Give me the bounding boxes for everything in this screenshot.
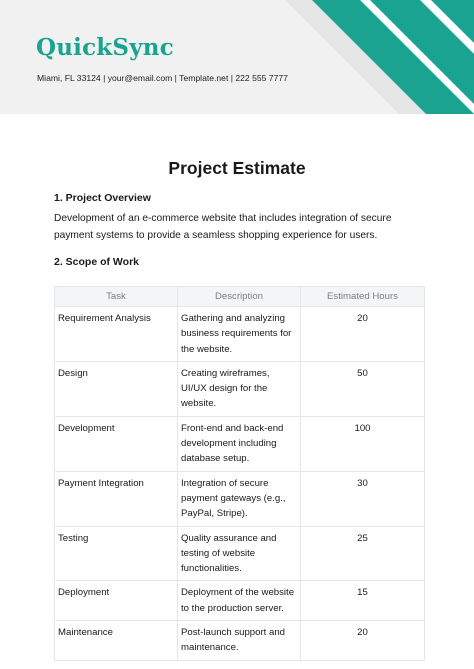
description-cell: Integration of secure payment gateways (e.g., PayPal, Stripe). <box>178 471 301 526</box>
table-row <box>55 621 425 661</box>
table-row <box>55 307 425 362</box>
table-row <box>55 581 425 621</box>
contact-line: Miami, FL 33124 | your@email.com | Template.net | 222 555 7777 <box>37 73 288 83</box>
document-title: Project Estimate <box>168 158 306 178</box>
description-cell: Quality assurance and testing of website functionalities. <box>178 526 301 581</box>
description-cell: Gathering and analyzing business requirements for the website. <box>178 307 301 362</box>
table-row <box>55 416 425 471</box>
description-cell: Front-end and back-end development including database setup. <box>178 416 301 471</box>
task-cell: Requirement Analysis <box>55 307 178 362</box>
letterhead <box>0 0 474 114</box>
task-cell: Development <box>55 416 178 471</box>
hours-cell: 50 <box>301 361 425 416</box>
scope-heading: 2. Scope of Work <box>54 256 139 268</box>
column-header-task: Task <box>55 287 178 307</box>
description-cell: Deployment of the website to the production server. <box>178 581 301 621</box>
hours-cell: 30 <box>301 471 425 526</box>
table-row <box>55 471 425 526</box>
hours-cell: 15 <box>301 581 425 621</box>
column-header-description: Description <box>178 287 301 307</box>
description-cell: Post-launch support and maintenance. <box>178 621 301 661</box>
overview-heading: 1. Project Overview <box>54 192 151 204</box>
brand-logo: QuickSync <box>36 34 174 61</box>
overview-text: Development of an e-commerce website that includes integration of secure payment systems to provide a seamless shopping experience for users. <box>54 213 392 241</box>
hours-cell: 25 <box>301 526 425 581</box>
table-row <box>55 526 425 581</box>
task-cell: Payment Integration <box>55 471 178 526</box>
task-cell: Deployment <box>55 581 178 621</box>
description-cell: Creating wireframes, UI/UX design for the website. <box>178 361 301 416</box>
estimate-table <box>54 286 425 661</box>
column-header-hours: Estimated Hours <box>301 287 425 307</box>
hours-cell: 20 <box>301 621 425 661</box>
hours-cell: 100 <box>301 416 425 471</box>
hours-cell: 20 <box>301 307 425 362</box>
table-header-row <box>55 287 425 307</box>
task-cell: Testing <box>55 526 178 581</box>
task-cell: Design <box>55 361 178 416</box>
table-row <box>55 361 425 416</box>
task-cell: Maintenance <box>55 621 178 661</box>
